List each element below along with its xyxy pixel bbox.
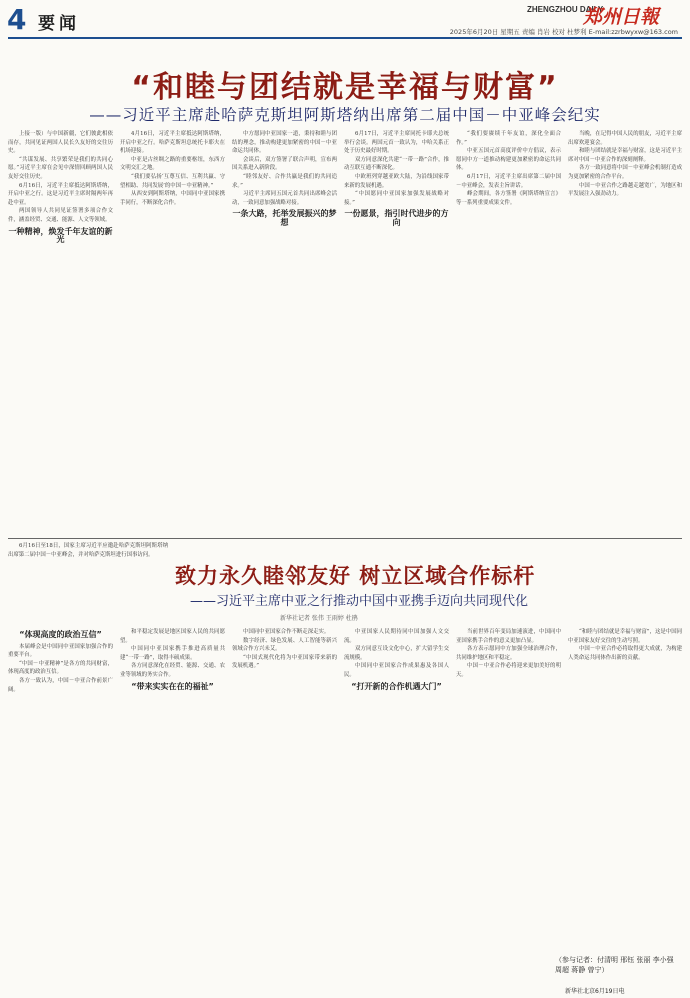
article1-subhead: ——习近平主席赴哈萨克斯坦阿斯塔纳出席第二届中国－中亚峰会纪实 [89,106,601,124]
article2-subhead: ——习近平主席中亚之行推动中国中亚携手迈向共同现代化 [190,594,529,609]
article1-col4: 6月17日，习近平主席同托卡耶夫总统举行会谈。两国元首一致认为，中哈关系正处于历史最好时期。 双方同意深化共建“一带一路”合作，推动互联互通不断深化。 中欧班列穿越亚欧大陆，为沿线国家带来新的发展机遇。 “中国愿同中亚国家加强发展战略对接。” 一份愿景，指引时代进步的方向 [344,131,449,227]
article1-col6: 当晚，在记得中国人民的朋友，习近平主席出席欢迎宴会。 和睦与团结就是幸福与财富，这是习近平主席对中国－中亚合作的深刻阐释。 各方一致同意将中国－中亚峰会机制打造成为更加紧密的合作平台。 中国－中亚合作之路越走越宽广，为地区和平发展注入强劲动力。 [568,131,682,198]
article2-intro: 6月16日至18日，国家主席习近平应邀赴哈萨克斯坦阿斯塔纳出席第二届中国－中亚峰会，并对哈萨克斯坦进行国事访问。 [8,543,168,558]
article1-headline: “和睦与团结就是幸福与财富” [131,70,559,105]
article2-body [8,628,682,958]
subheading-e: “带来实实在在的福祉” [131,681,214,691]
subheading-c: 一份愿景，指引时代进步的方向 [344,209,449,227]
page-number: 4 [7,3,27,36]
article2-col5: 当前世界百年变局加速演进，中国同中亚国家携手合作的意义更加凸显。 各方表示愿同中方加强全球治理合作，共同维护地区和平稳定。 中国－中亚合作必将迎来更加美好的明天。 [456,629,561,678]
issue-info: 2025年6月20日 星期五 责编 肖岩 校对 杜梦利 E-mail:zzrbwyxw@163.com [449,28,678,36]
article2-col4: 中亚国家人民期待同中国加强人文交流。 双方同意互设文化中心，扩大留学生交流规模。 中国同中亚国家合作成果惠及各国人民。 “打开新的合作机遇大门” [344,629,449,691]
brand-en: ZHENGZHOU DAILY [527,5,604,14]
article2-col6: “和睦与团结就是幸福与财富”，这是中国同中亚国家友好交往的生动写照。 中国－中亚合作必将取得更大成就，为构建人类命运共同体作出新的贡献。 [568,629,682,661]
subheading-f: “打开新的合作机遇大门” [351,681,442,691]
article1-col3: 中方愿同中亚国家一道，秉持和睦与团结的理念，推动构建更加紧密的中国－中亚命运共同体。 会谈后，双方签署了联合声明，宣布两国关系进入新阶段。 “睦邻友好、合作共赢是我们的共同追求。” 习近平主席同五国元首共同出席峰会活动，一致同意加强战略对接。 一条大路，托举发展振兴的梦想 [232,131,337,227]
article-divider [8,538,682,539]
subheading-d: “体现高度的政治互信” [19,630,102,639]
article1-col1: 上接一版）与中国新疆，它们彼此相依而存，共同见证两国人民长久友好的交往历史。 “共谋发展、共享繁荣是我们的共同心愿。”习近平主席在会见中深情回顾两国人民友好交往历史。 6月16日，习近平主席抵达阿斯塔纳，开启中亚之行。这是习近平主席时隔两年再赴中亚。 两国领导人共同见证签署多项合作文件，涵盖经贸、交通、能源、人文等领域。 一种精神，焕发千年友谊的新光 [8,131,113,245]
article1-body [8,130,682,535]
article1-col5: “我们要赓续千年友谊，深化全面合作。” 中亚五国元首高度评价中方倡议，表示愿同中方一道推动构建更加紧密的命运共同体。 6月17日，习近平主席出席第二届中国－中亚峰会，发表主旨讲话。 峰会期间，各方签署《阿斯塔纳宣言》等一系列重要成果文件。 [456,131,561,206]
dateline: 新华社北京6月19日电 [565,988,625,995]
section-title: 要闻 [38,14,80,34]
brand-logo: 郑州日報 [583,6,660,28]
reporter-credit: （参与记者：付清明 邢钰 张丽 李小强 周超 蒋静 曾宁） [555,956,674,974]
masthead [0,0,690,38]
article2-col2: 和平稳定发展是地区国家人民的共同愿望。 中国同中亚国家携手推进高质量共建“一带一路”，取得丰硕成果。 各方同意深化在经贸、能源、交通、农业等领域的务实合作。 “带来实实在在的福祉” [120,629,225,691]
article2-byline: 新华社记者 张伟 王雨婷 杜鹃 [280,615,358,622]
subheading-b: 一条大路，托举发展振兴的梦想 [232,209,337,227]
article1-col2: 4月16日，习近平主席抵达阿斯塔纳，开启中亚之行。哈萨克斯坦总统托卡耶夫在机场迎接。 中亚是古丝绸之路的重要枢纽，东西方文明交汇之地。 “我们要弘扬‘互尊互信、互利共赢、守望相助、共同发展’的中国－中亚精神。” 从西安到阿斯塔纳，中国同中亚国家携手同行，不断深化合作。 [120,131,225,206]
article2-headline: 致力永久睦邻友好 树立区域合作标杆 [175,564,536,588]
masthead-rule [8,37,682,39]
article2-col1: “体现高度的政治互信” 本届峰会是中国同中亚国家加强合作的重要平台。 “中国－中亚精神”是各方的共同财富，体现高度的政治互信。 各方一致认为，中国－中亚合作前景广阔。 [8,630,113,693]
subheading-a: 一种精神，焕发千年友谊的新光 [8,226,113,245]
article2-col3: 中国同中亚国家合作不断走深走实。 数字经济、绿色发展、人工智能等新兴领域合作方兴未艾。 “中国式现代化将为中亚国家带来新的发展机遇。” [232,629,337,670]
